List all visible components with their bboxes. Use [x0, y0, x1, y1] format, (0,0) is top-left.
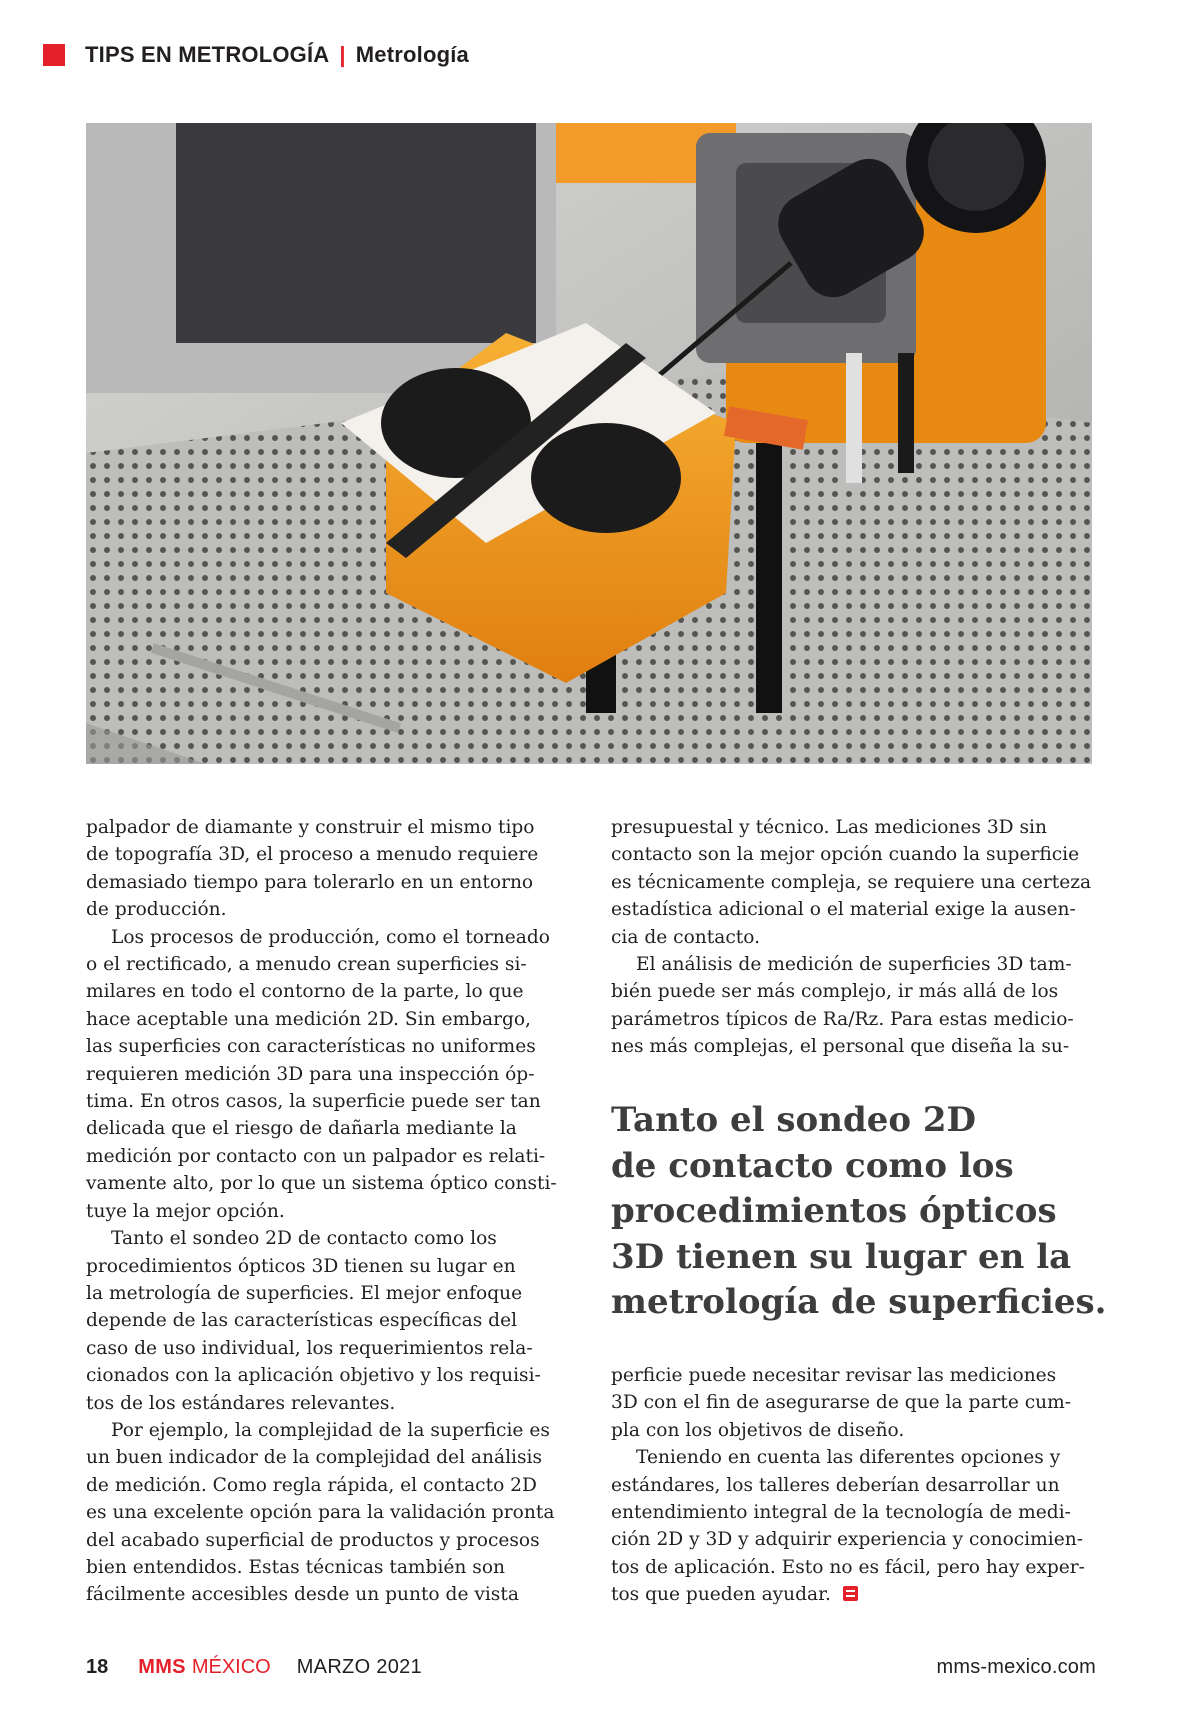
text-line: las superficies con características no uniformes — [86, 1036, 536, 1058]
text-line: entendimiento integral de la tecnología de medi- — [611, 1502, 1071, 1524]
header-separator: | — [339, 42, 346, 67]
text-line: El análisis de medición de superficies 3D tam- — [636, 954, 1072, 976]
text-line: milares en todo el contorno de la parte, lo que — [86, 981, 524, 1003]
text-line: requieren medición 3D para una inspección óp- — [86, 1063, 535, 1085]
text-line: medición por contacto con un palpador es relati- — [86, 1145, 546, 1167]
text-line: caso de uso individual, los requerimientos rela- — [86, 1337, 533, 1359]
text-line: de topografía 3D, el proceso a menudo requiere — [86, 844, 539, 866]
body-column-left — [86, 814, 566, 1609]
text-line: un buen indicador de la complejidad del análisis — [86, 1447, 542, 1469]
text-line: es una excelente opción para la validación pronta — [86, 1502, 555, 1524]
text-line: palpador de diamante y construir el mismo tipo — [86, 817, 535, 838]
text-line: hace aceptable una medición 2D. Sin embargo, — [86, 1008, 531, 1030]
section-title: TIPS EN METROLOGÍA — [85, 42, 330, 67]
text-line: Teniendo en cuenta las diferentes opciones y — [636, 1447, 1061, 1469]
text-line: tos de los estándares relevantes. — [86, 1392, 396, 1414]
pull-quote-line: 3D tienen su lugar en la — [611, 1236, 1072, 1277]
text-line: pla con los objetivos de diseño. — [611, 1419, 905, 1441]
text-line: nes más complejas, el personal que diseña la su- — [611, 1036, 1070, 1058]
text-line: tima. En otros casos, la superficie puede ser tan — [86, 1091, 541, 1113]
text-line: del acabado superficial de productos y procesos — [86, 1529, 540, 1551]
text-line: ción 2D y 3D y adquirir experiencia y conocimien- — [611, 1529, 1083, 1551]
cylinder-block-cmm-probe-photo — [86, 123, 1092, 764]
text-line: depende de las características específicas del — [86, 1310, 518, 1332]
text-line: estadística adicional o el material exige la ausen- — [611, 899, 1076, 921]
pull-quote-line: de contacto como los — [611, 1145, 1014, 1186]
magazine-brand-country: MÉXICO — [191, 1655, 271, 1678]
text-line: tos de aplicación. Esto no es fácil, pero hay exper- — [611, 1556, 1085, 1578]
text-line: estándares, los talleres deberían desarrollar un — [611, 1474, 1060, 1496]
issue-date: MARZO 2021 — [296, 1655, 422, 1678]
section-category: Metrología — [355, 42, 469, 67]
text-line: o el rectificado, a menudo crean superficies si- — [86, 954, 527, 976]
article-photo — [86, 123, 1092, 764]
text-line: vamente alto, por lo que un sistema óptico consti- — [86, 1173, 557, 1195]
text-line: contacto son la mejor opción cuando la superficie — [611, 844, 1080, 866]
text-line: presupuestal y técnico. Las mediciones 3D sin — [611, 817, 1047, 838]
text-line: tuye la mejor opción. — [86, 1200, 285, 1222]
text-line: demasiado tiempo para tolerarlo en un entorno — [86, 871, 534, 893]
text-line: cionados con la aplicación objetivo y los requisi- — [86, 1365, 541, 1387]
page-number: 18 — [86, 1655, 109, 1678]
text-line: delicada que el riesgo de dañarla mediante la — [86, 1118, 517, 1140]
pull-quote-line: Tanto el sondeo 2D — [611, 1100, 977, 1140]
text-line: fácilmente accesibles desde un punto de vista — [86, 1584, 519, 1606]
page-footer — [86, 1655, 1096, 1679]
text-line: la metrología de superficies. El mejor enfoque — [86, 1282, 523, 1304]
text-line: bien entendidos. Estas técnicas también son — [86, 1556, 506, 1578]
pull-quote-line: procedimientos ópticos — [611, 1191, 1057, 1231]
text-line: de producción. — [86, 899, 227, 921]
text-line: Los procesos de producción, como el torneado — [111, 926, 550, 948]
website-url: mms-mexico.com — [936, 1655, 1096, 1678]
running-header — [43, 40, 469, 70]
text-line: 3D con el fin de asegurarse de que la parte cum- — [611, 1392, 1072, 1414]
text-line: bién puede ser más complejo, ir más allá de los — [611, 981, 1059, 1003]
text-line: de medición. Como regla rápida, el contacto 2D — [86, 1474, 537, 1496]
body-column-right-bottom — [611, 1362, 1097, 1609]
magazine-brand: MMS — [138, 1655, 186, 1678]
text-line: procedimientos ópticos 3D tienen su lugar en — [86, 1255, 516, 1277]
text-line: parámetros típicos de Ra/Rz. Para estas medicio- — [611, 1008, 1074, 1030]
article-end-icon — [843, 1586, 858, 1601]
text-line: cia de contacto. — [611, 926, 760, 948]
text-line: es técnicamente compleja, se requiere una certeza — [611, 871, 1092, 893]
section-marker-icon — [43, 44, 65, 66]
text-line: Por ejemplo, la complejidad de la superficie es — [111, 1419, 550, 1441]
text-line: Tanto el sondeo 2D de contacto como los — [111, 1228, 497, 1250]
text-line: perficie puede necesitar revisar las mediciones — [611, 1365, 1057, 1386]
pull-quote — [611, 1098, 1107, 1326]
pull-quote-line: metrología de superficies. — [611, 1282, 1107, 1322]
body-column-right-top — [611, 814, 1097, 1061]
text-line: tos que pueden ayudar. — [611, 1581, 1097, 1608]
